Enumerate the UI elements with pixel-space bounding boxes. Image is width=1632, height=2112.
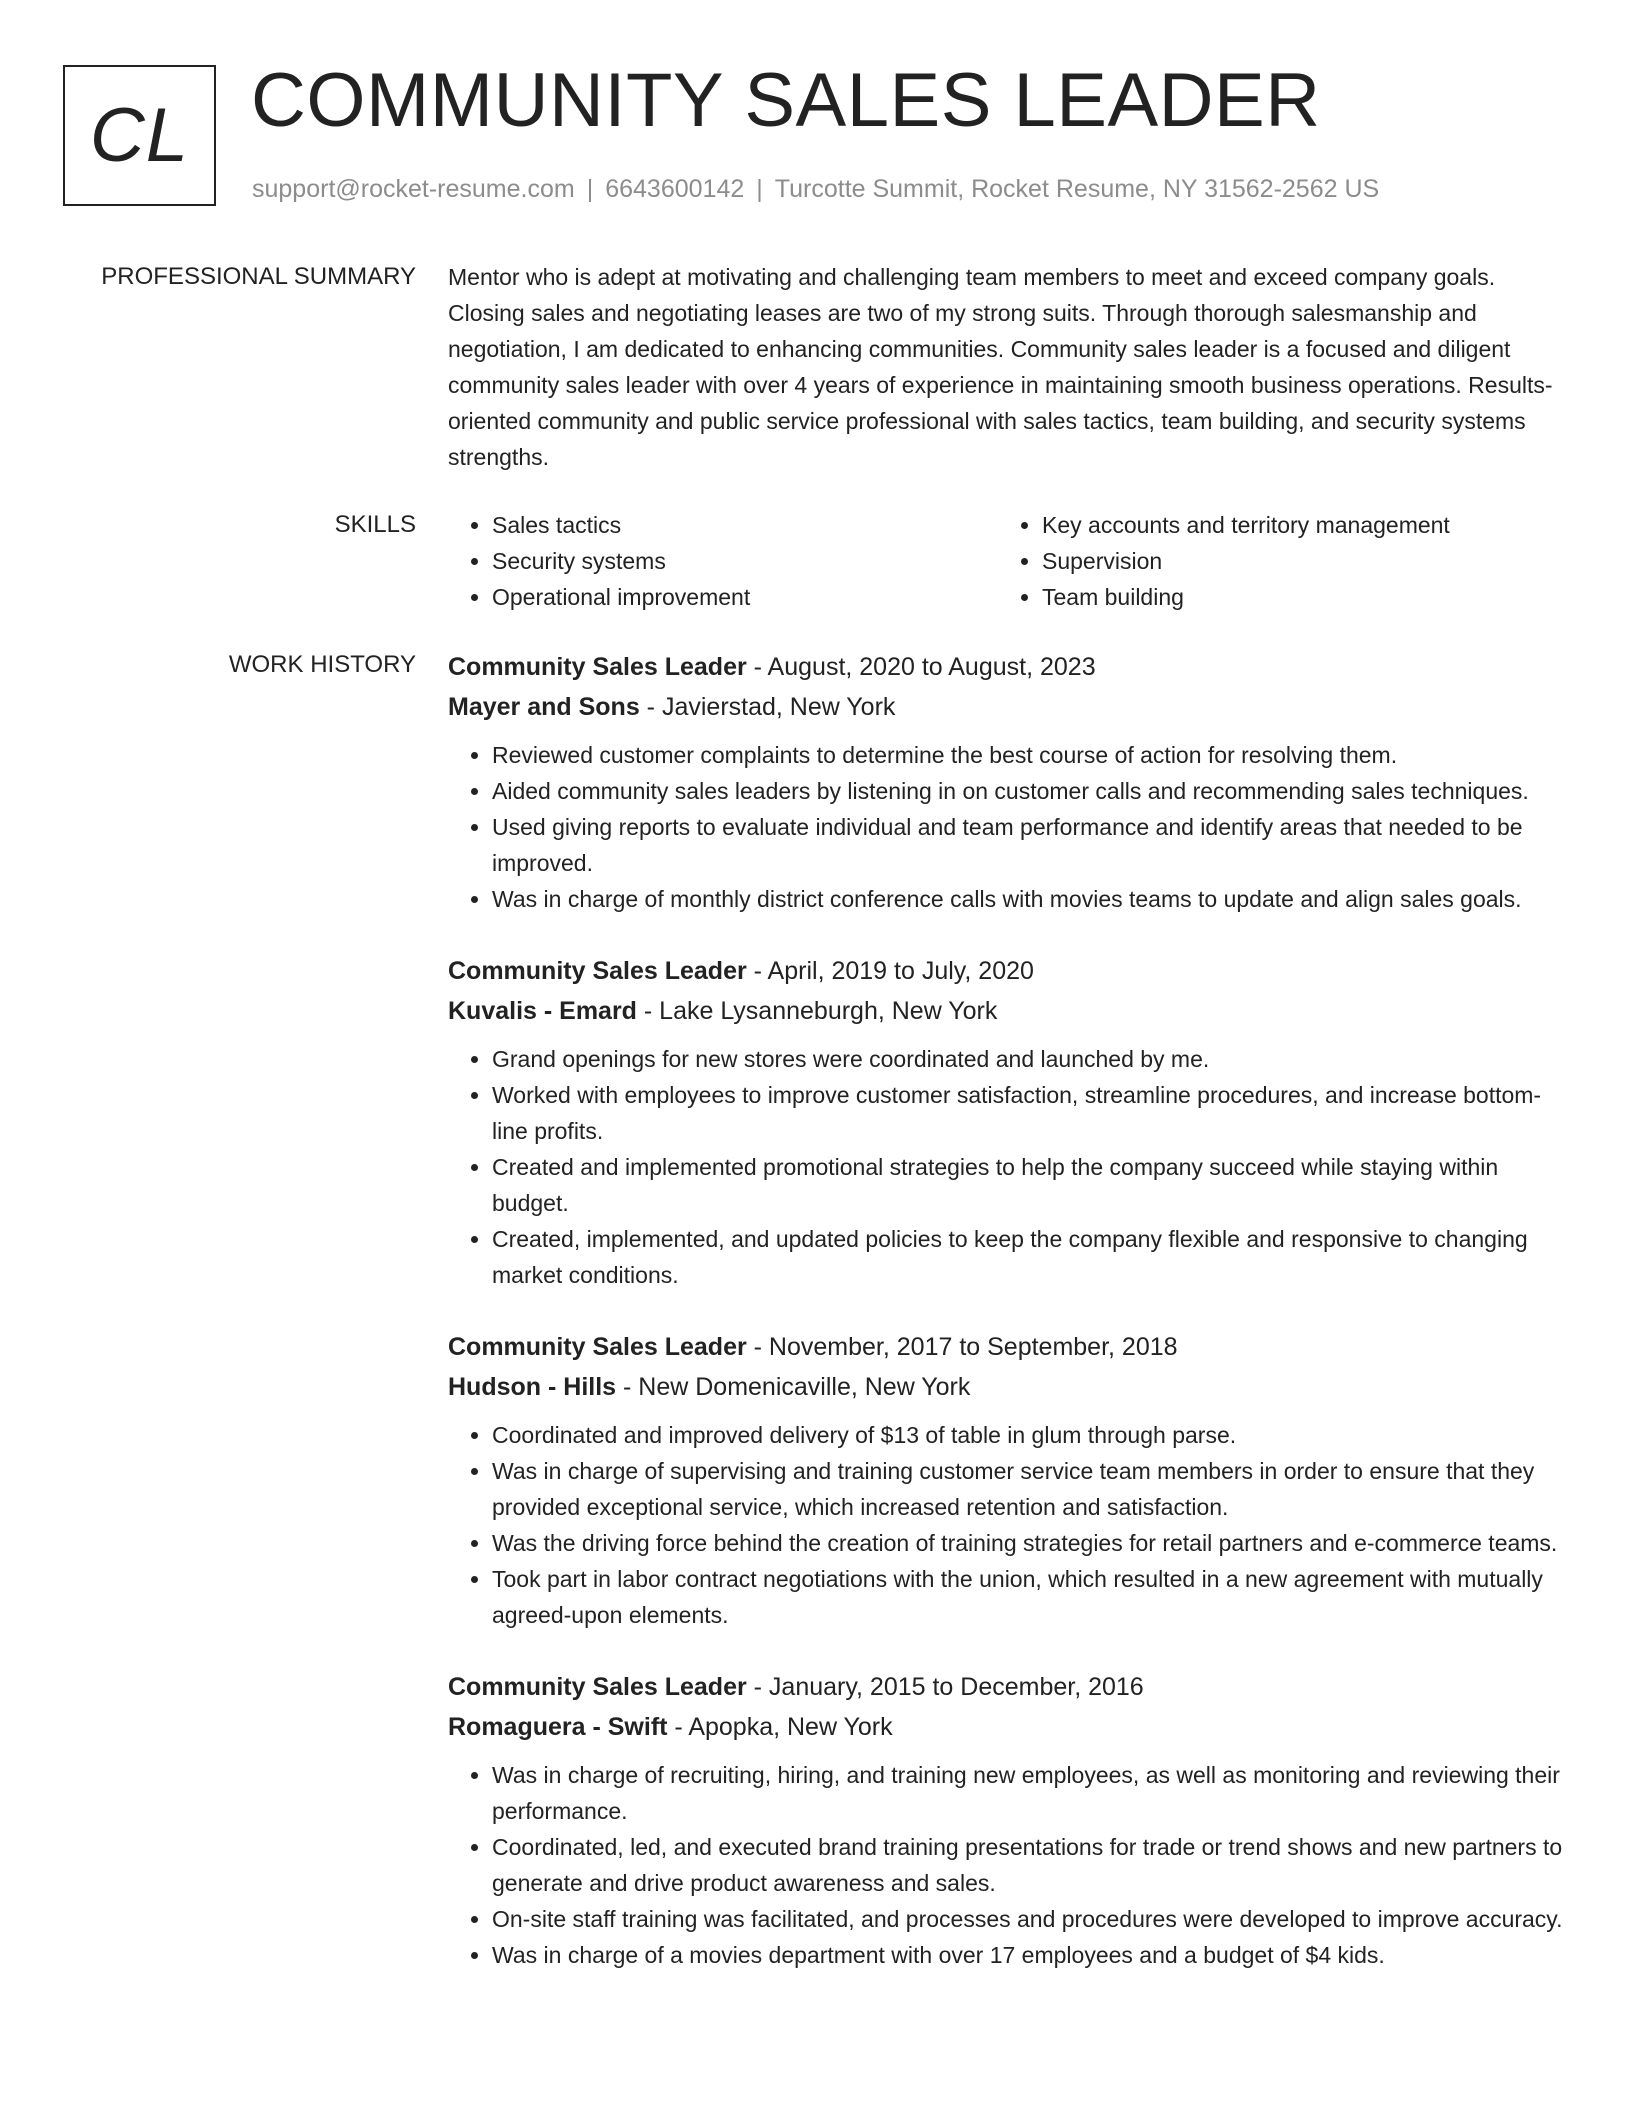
job-title: Community Sales Leader xyxy=(448,1673,747,1701)
job-company-line xyxy=(448,687,1568,727)
job-bullets xyxy=(448,737,1568,917)
job-bullet: • Coordinated and improved delivery of $13 of table in glum through parse. xyxy=(492,1417,1568,1453)
contact-phone: 6643600142 xyxy=(605,175,745,203)
skill-item: • Key accounts and territory management xyxy=(1042,507,1548,543)
contact-line xyxy=(252,175,1379,204)
resume-header xyxy=(63,58,1583,215)
skills-list-right xyxy=(998,507,1548,615)
job-bullet: • Grand openings for new stores were coordinated and launched by me. xyxy=(492,1041,1568,1077)
skills-body xyxy=(448,507,1568,615)
summary-label: PROFESSIONAL SUMMARY xyxy=(101,263,416,290)
job-bullet: • Aided community sales leaders by listening in on customer calls and recommending sales techniques. xyxy=(492,773,1568,809)
monogram-logo: CL xyxy=(63,65,216,206)
job-company: Mayer and Sons xyxy=(448,693,640,721)
skill-item: • Team building xyxy=(1042,579,1548,615)
job-bullets xyxy=(448,1417,1568,1633)
job-title: Community Sales Leader xyxy=(448,653,747,681)
job-entry xyxy=(448,951,1568,1293)
skills-label: SKILLS xyxy=(334,511,416,538)
job-dates: - April, 2019 to July, 2020 xyxy=(746,957,1034,985)
job-bullet: • Was in charge of recruiting, hiring, and training new employees, as well as monitoring and reviewing their performance. xyxy=(492,1757,1568,1829)
contact-email: support@rocket-resume.com xyxy=(252,175,575,203)
job-bullet: • Created, implemented, and updated policies to keep the company flexible and responsive to changing market conditions. xyxy=(492,1221,1568,1293)
job-dates: - January, 2015 to December, 2016 xyxy=(746,1673,1144,1701)
job-entry xyxy=(448,1667,1568,1973)
job-dates: - August, 2020 to August, 2023 xyxy=(746,653,1096,681)
contact-separator: | xyxy=(586,175,594,203)
job-title-line xyxy=(448,951,1568,991)
job-company-line xyxy=(448,1367,1568,1407)
job-company: Kuvalis - Emard xyxy=(448,997,637,1025)
job-dates: - November, 2017 to September, 2018 xyxy=(746,1333,1178,1361)
job-bullet: • Worked with employees to improve customer satisfaction, streamline procedures, and increase bottom-line profits. xyxy=(492,1077,1568,1149)
job-bullet: • Coordinated, led, and executed brand training presentations for trade or trend shows and new partners to generate and drive product awareness and sales. xyxy=(492,1829,1568,1901)
skills-grid xyxy=(448,507,1568,615)
work-history-label: WORK HISTORY xyxy=(228,651,416,678)
job-title-line xyxy=(448,647,1568,687)
job-company: Romaguera - Swift xyxy=(448,1713,668,1741)
skills-list-left xyxy=(448,507,998,615)
job-company: Hudson - Hills xyxy=(448,1373,617,1401)
summary-body xyxy=(448,259,1568,475)
job-company-line xyxy=(448,1707,1568,1747)
job-title: Community Sales Leader xyxy=(448,957,747,985)
job-bullet: • Used giving reports to evaluate individual and team performance and identify areas that needed to be improved. xyxy=(492,809,1568,881)
job-entry xyxy=(448,1327,1568,1633)
job-entry xyxy=(448,647,1568,917)
skill-item: • Sales tactics xyxy=(492,507,998,543)
job-location: - Apopka, New York xyxy=(667,1713,893,1741)
job-location: - Javierstad, New York xyxy=(639,693,896,721)
job-company-line xyxy=(448,991,1568,1031)
summary-text: Mentor who is adept at motivating and challenging team members to meet and exceed company goals. Closing sales and negotiating leases are two of my strong suits. Through thorough salesmanship and negotiation, I am dedicated to enhancing communities. Community sales leader is a focused and diligent community sales leader with over 4 years of experience in maintaining smooth business operations. Results-oriented community and public service professional with sales tactics, team building, and security systems strengths. xyxy=(448,264,1553,470)
job-bullet: • Created and implemented promotional strategies to help the company succeed while staying within budget. xyxy=(492,1149,1568,1221)
resume-title: COMMUNITY SALES LEADER xyxy=(251,58,1321,143)
work-history-body xyxy=(448,647,1568,2007)
job-title-line xyxy=(448,1327,1568,1367)
skill-item: • Security systems xyxy=(492,543,998,579)
job-location: - New Domenicaville, New York xyxy=(616,1373,971,1401)
job-bullets xyxy=(448,1757,1568,1973)
job-bullets xyxy=(448,1041,1568,1293)
job-bullet: • Took part in labor contract negotiations with the union, which resulted in a new agreement with mutually agreed-upon elements. xyxy=(492,1561,1568,1633)
contact-separator: | xyxy=(756,175,763,203)
job-title: Community Sales Leader xyxy=(448,1333,747,1361)
job-title-line xyxy=(448,1667,1568,1707)
job-location: - Lake Lysanneburgh, New York xyxy=(636,997,998,1025)
skill-item: • Operational improvement xyxy=(492,579,998,615)
job-bullet: • Reviewed customer complaints to determine the best course of action for resolving them. xyxy=(492,737,1568,773)
job-bullet: • Was the driving force behind the creation of training strategies for retail partners and e-commerce teams. xyxy=(492,1525,1568,1561)
job-bullet: • Was in charge of monthly district conference calls with movies teams to update and align sales goals. xyxy=(492,881,1568,917)
contact-address: Turcotte Summit, Rocket Resume, NY 31562-2562 US xyxy=(774,175,1380,203)
job-bullet: • Was in charge of a movies department with over 17 employees and a budget of $4 kids. xyxy=(492,1937,1568,1973)
job-bullet: • On-site staff training was facilitated, and processes and procedures were developed to improve accuracy. xyxy=(492,1901,1568,1937)
job-bullet: • Was in charge of supervising and training customer service team members in order to ensure that they provided exceptional service, which increased retention and satisfaction. xyxy=(492,1453,1568,1525)
skill-item: • Supervision xyxy=(1042,543,1548,579)
